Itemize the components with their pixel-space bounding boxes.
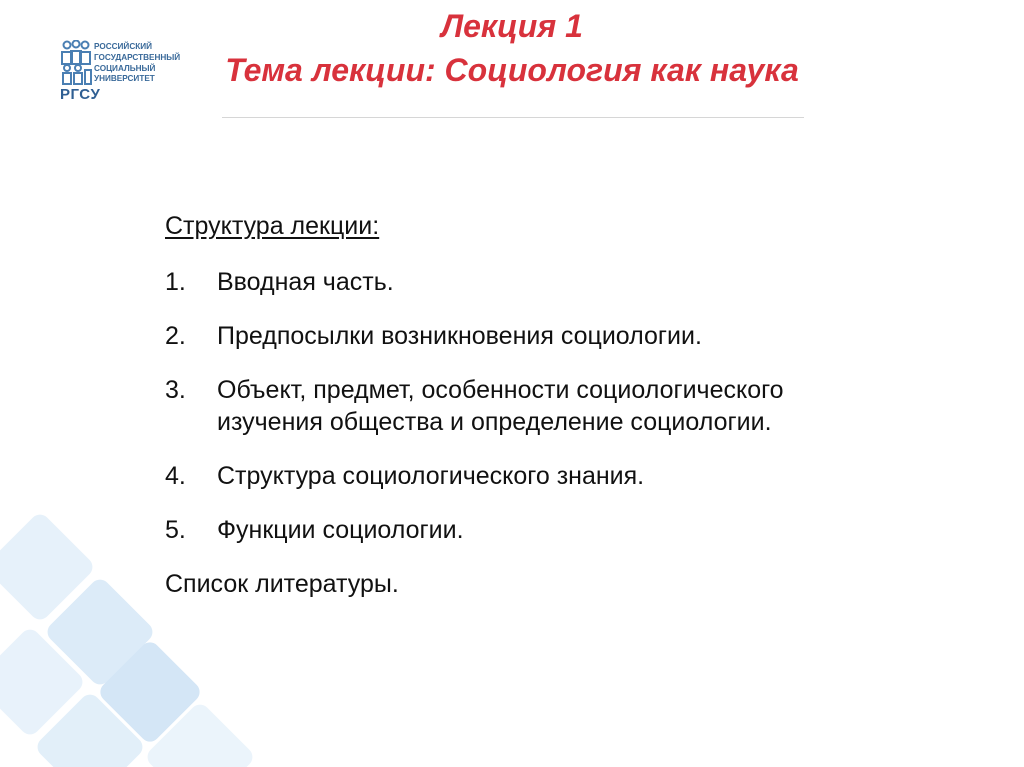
list-item-text: Функции социологии.	[217, 516, 464, 544]
logo-name-line: ГОСУДАРСТВЕННЫЙ	[94, 52, 181, 62]
logo-name-line: РОССИЙСКИЙ	[94, 42, 152, 51]
list-item	[165, 460, 865, 492]
list-item-text: Структура социологического знания.	[217, 462, 645, 490]
logo-abbreviation: РГСУ	[60, 86, 101, 103]
list-item-number: 1.	[165, 268, 186, 296]
list-item-number: 4.	[165, 462, 186, 490]
slide-title	[150, 4, 874, 92]
logo-name-line: СОЦИАЛЬНЫЙ	[94, 63, 156, 73]
references-line: Список литературы.	[165, 570, 399, 598]
list-item-number: 3.	[165, 376, 186, 404]
list-item-text: Предпосылки возникновения социологии.	[217, 322, 702, 350]
lecture-structure	[165, 210, 865, 600]
list-item	[165, 374, 817, 438]
list-item	[165, 320, 865, 352]
list-item-text: Вводная часть.	[217, 268, 394, 296]
logo-name-line: УНИВЕРСИТЕТ	[94, 74, 155, 84]
title-line-1: Лекция 1	[441, 8, 583, 44]
list-item-text: Объект, предмет, особенности социологического изучения общества и определение социологии.	[217, 376, 784, 436]
list-item-number: 5.	[165, 516, 186, 544]
title-line-2: Тема лекции: Социология как наука	[225, 52, 799, 88]
structure-heading: Структура лекции:	[165, 212, 380, 240]
list-item	[165, 266, 865, 298]
list-item	[165, 514, 865, 546]
title-divider	[222, 117, 804, 118]
people-logo-icon	[58, 40, 94, 86]
list-item-number: 2.	[165, 322, 186, 350]
